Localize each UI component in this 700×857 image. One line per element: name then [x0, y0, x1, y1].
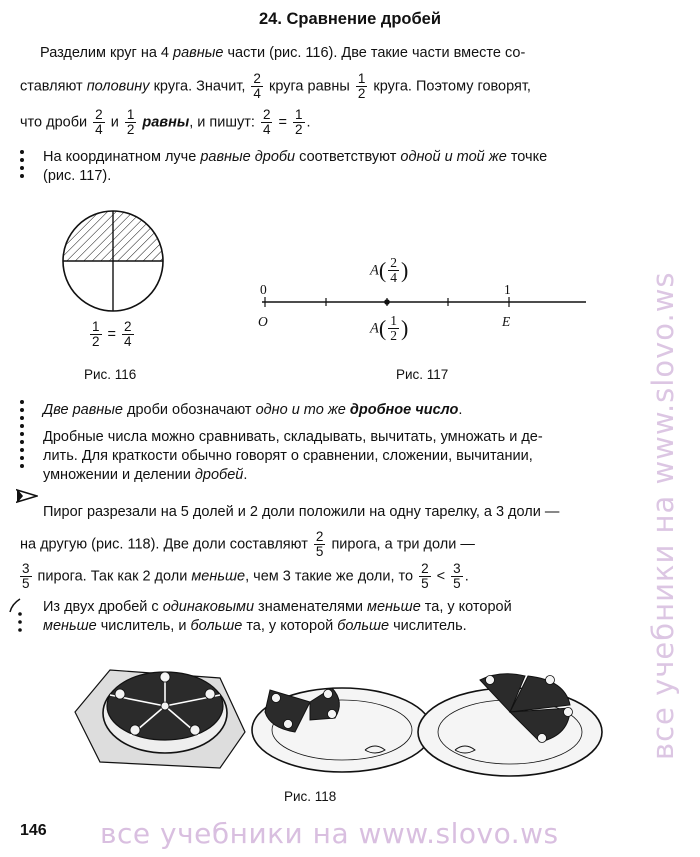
- point-A-label-2-4: A( $\frac{2}{4}$ ): [370, 255, 409, 286]
- fraction-2-4: $\frac{2}{4}$: [95, 107, 103, 138]
- watermark-side: все учебники на www.slovo.ws: [646, 271, 680, 760]
- paragraph-pie-line1: Пирог разрезали на 5 долей и 2 доли положили на одну тарелку, а 3 доли —: [43, 504, 560, 520]
- plate-with-two-pieces: [252, 688, 432, 772]
- paragraph-intro-line3: что дроби $\frac{2}{4}$ и $\frac{1}{2}$ равны, и пишут: $\frac{2}{4}$ = $\frac{1}{2}$ .: [20, 107, 311, 138]
- figure-117-number-line: [256, 292, 588, 316]
- rule-marker-hand-icon: [8, 596, 22, 636]
- fraction-3-5: $\frac{3}{5}$: [22, 561, 30, 592]
- figure-116-circle: [60, 208, 166, 314]
- figure-116-caption: Рис. 116: [84, 367, 137, 382]
- fraction-1-2: $\frac{1}{2}$: [92, 319, 100, 350]
- page-number: 146: [20, 822, 47, 839]
- fraction-2-5: $\frac{2}{5}$: [421, 561, 429, 592]
- rule-marker-dots: [20, 400, 24, 472]
- figure-118-pies-illustration: [70, 650, 618, 780]
- paragraph-pie-line2: на другую (рис. 118). Две доли составляют $\frac{2}{5}$ пирога, а три доли —: [20, 529, 475, 560]
- whole-pie-on-napkin: [75, 670, 245, 768]
- rule-marker-dots: [20, 150, 24, 182]
- pencil-marker-icon: [16, 488, 38, 504]
- paragraph-intro-line1: Разделим круг на 4 равные части (рис. 116). Две такие части вместе со-: [40, 45, 526, 61]
- fraction-3-5: $\frac{3}{5}$: [453, 561, 461, 592]
- point-A-label-1-2: A( $\frac{1}{2}$ ): [370, 313, 409, 344]
- fraction-1-2: $\frac{1}{2}$: [295, 107, 303, 138]
- fraction-2-5: $\frac{2}{5}$: [315, 529, 324, 560]
- figure-117-caption: Рис. 117: [396, 367, 449, 382]
- fraction-1-2: $\frac{1}{2}$: [357, 71, 366, 102]
- watermark-bottom: все учебники на www.slovo.ws: [100, 817, 559, 850]
- fraction-1-2: $\frac{1}{2}$: [126, 107, 135, 138]
- fraction-2-4: $\frac{2}{4}$: [262, 107, 271, 138]
- paragraph-comparison-rule: Из двух дробей с одинаковыми знаменателями меньше та, у которой меньше числитель, и больше та, у которой больше числитель.: [43, 599, 512, 634]
- plate-with-three-pieces: [418, 674, 602, 776]
- number-line-label-1: 1: [504, 282, 511, 297]
- figure-116-equation: $\frac{1}{2}$ = $\frac{2}{4}$: [92, 319, 132, 350]
- section-title: 24. Сравнение дробей: [259, 10, 441, 28]
- figure-118-caption: Рис. 118: [284, 789, 337, 804]
- point-label-E: E: [502, 314, 511, 329]
- fraction-2-4: $\frac{2}{4}$: [253, 71, 261, 102]
- point-label-O: O: [258, 314, 268, 329]
- paragraph-intro-line2: ставляют половину круга. Значит, $\frac{2}{4}$ круга равны $\frac{1}{2}$ круга. Поэтому говорят,: [20, 71, 531, 102]
- paragraph-operations: Дробные числа можно сравнивать, складывать, вычитать, умножать и де- лить. Для краткости обычно говорят о сравнении, сложении, вычитании, умножении и делении дробей.: [43, 429, 543, 483]
- paragraph-pie-line3: $\frac{3}{5}$ пирога. Так как 2 доли меньше, чем 3 такие же доли, то $\frac{2}{5}$ < $\frac{3}{5}$ .: [22, 561, 469, 592]
- paragraph-number-line-rule: На координатном луче равные дроби соответствуют одной и той же точке (рис. 117).: [43, 149, 548, 184]
- paragraph-equal-fractions-rule: Две равные дроби обозначают одно и то же дробное число.: [43, 402, 463, 418]
- number-line-label-0: 0: [260, 282, 267, 297]
- fraction-2-4: $\frac{2}{4}$: [124, 319, 132, 350]
